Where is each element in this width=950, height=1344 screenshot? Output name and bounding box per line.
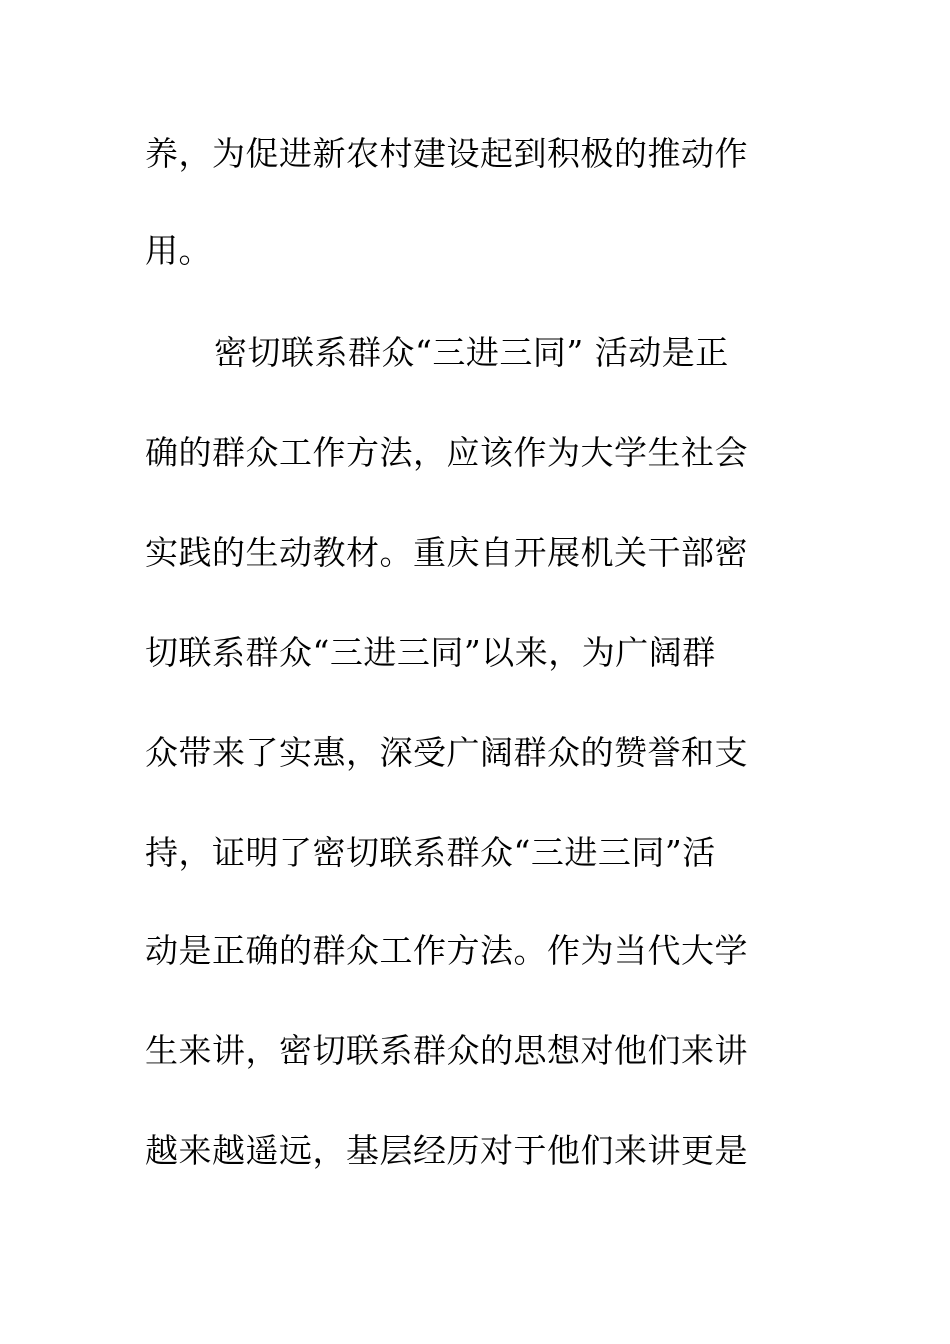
paragraph-first-line: 密切联系群众“三进三同” 活动是正 (214, 333, 729, 372)
paragraph-line: 实践的生动教材。重庆自开展机关干部密 (145, 533, 748, 572)
paragraph-line: 动是正确的群众工作方法。作为当代大学 (145, 931, 748, 970)
paragraph-line: 越来越遥远，基层经历对于他们来讲更是 (145, 1131, 748, 1170)
paragraph-line: 生来讲，密切联系群众的思想对他们来讲 (145, 1031, 748, 1070)
paragraph-line: 确的群众工作方法，应该作为大学生社会 (145, 433, 748, 472)
paragraph-line: 用。 (145, 231, 212, 270)
paragraph-line: 持，证明了密切联系群众“三进三同”活 (145, 833, 716, 872)
paragraph-line: 养，为促进新农村建设起到积极的推动作 (145, 134, 748, 173)
paragraph-line: 众带来了实惠，深受广阔群众的赞誉和支 (145, 733, 748, 772)
paragraph-line: 切联系群众“三进三同”以来，为广阔群 (145, 633, 716, 672)
